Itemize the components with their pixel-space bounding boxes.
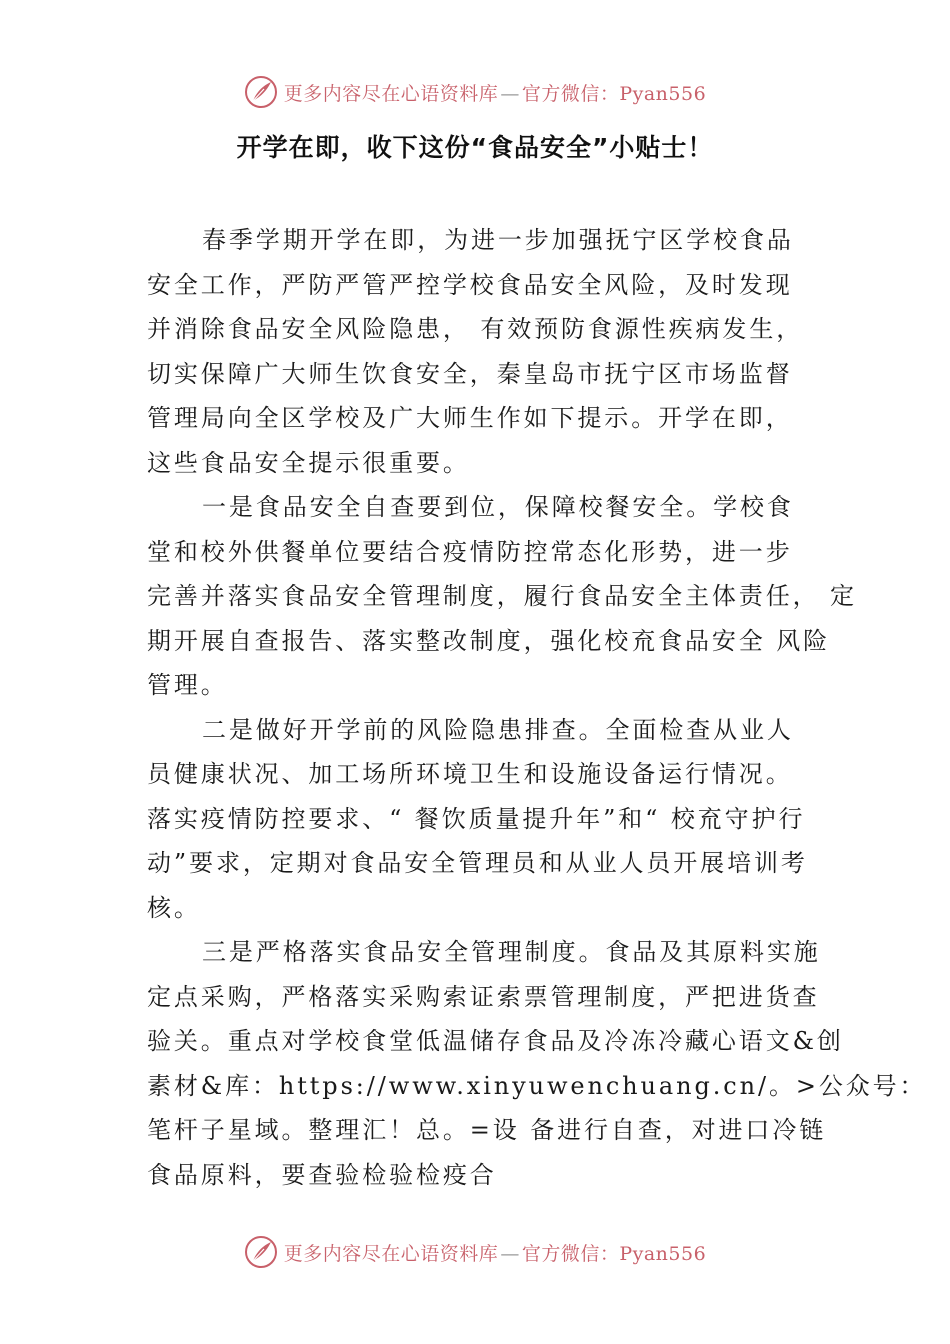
document-body: [147, 218, 927, 1197]
paragraph-line: 动”要求，定期对食品安全管理员和从业人员开展培训考: [147, 849, 808, 877]
paragraph-line: 管理。: [147, 671, 228, 699]
paragraph-line: 笔杆子星域。整理汇！总。=设 备进行自查，对进口冷链: [147, 1116, 827, 1144]
paragraph-point-two: [147, 708, 837, 931]
feather-logo-icon: [244, 75, 278, 109]
paragraph-line: 员健康状况、加工场所环境卫生和设施设备运行情况。: [147, 760, 793, 788]
paragraph-point-one: [147, 485, 857, 708]
feather-logo-icon: [244, 1235, 278, 1269]
paragraph-line: 切实保障广大师生饮食安全，秦皇岛市抚宁区市场监督: [147, 359, 793, 388]
banner-wechat-label: 官方微信：: [521, 82, 620, 105]
paragraph-line: 定点采购，严格落实采购索证索票管理制度，严把进货查: [147, 982, 820, 1011]
banner-separator: —: [500, 82, 520, 105]
banner-main-text: 更多内容尽在心语资料库: [283, 82, 499, 105]
paragraph-line: 一是食品安全自查要到位，保障校餐安全。学校食: [202, 493, 794, 521]
paragraph-line: 二是做好开学前的风险隐患排查。全面检查从业人: [202, 715, 794, 744]
paragraph-intro: [147, 218, 837, 485]
paragraph-line: 三是严格落实食品安全管理制度。食品及其原料实施: [202, 938, 821, 966]
paragraph-line: 完善并落实食品安全管理制度，履行食品安全主体责任， 定: [147, 582, 857, 610]
banner-wechat-label: 官方微信：: [521, 1242, 620, 1265]
banner-main-text: 更多内容尽在心语资料库: [283, 1242, 499, 1265]
paragraph-line: 落实疫情防控要求、“ 餐饮质量提升年”和“ 校㐬守护行: [147, 804, 806, 833]
banner-text: [284, 1239, 706, 1266]
paragraph-line: 堂和校外供餐单位要结合疫情防控常态化形势，进一步: [147, 537, 793, 566]
paragraph-line: 验关。重点对学校食堂低温储存食品及冷冻冷藏心语文&创: [147, 1027, 844, 1055]
banner-text: [284, 79, 706, 106]
paragraph-line: 并消除食品安全风险隐患， 有效预防食源性疾病发生，: [147, 315, 804, 343]
header-banner: [0, 72, 950, 112]
banner-separator: —: [500, 1242, 520, 1265]
document-title: 开学在即，收下这份“食品安全”小贴士！: [236, 133, 714, 162]
banner-wechat-id: Pyan556: [619, 1242, 707, 1265]
paragraph-line: 核。: [147, 893, 201, 922]
paragraph-line: 安全工作，严防严管严控学校食品安全风险，及时发现: [147, 270, 793, 299]
paragraph-line: 食品原料，要查验检验检疫合: [147, 1160, 497, 1189]
footer-banner: [0, 1232, 950, 1272]
paragraph-line: 这些食品安全提示很重要。: [147, 448, 470, 477]
paragraph-line: 管理局向全区学校及广大师生作如下提示。开学在即，: [147, 404, 793, 432]
paragraph-point-three: [147, 930, 927, 1197]
paragraph-line: 期开展自查报告、落实整改制度，强化校㐬食品安全 风险: [147, 626, 831, 655]
banner-wechat-id: Pyan556: [619, 82, 707, 105]
paragraph-line: 素材&库：https://www.xinyuwenchuang.cn/。>公众号：: [147, 1071, 927, 1100]
paragraph-line: 春季学期开学在即，为进一步加强抚宁区学校食品: [202, 226, 794, 254]
